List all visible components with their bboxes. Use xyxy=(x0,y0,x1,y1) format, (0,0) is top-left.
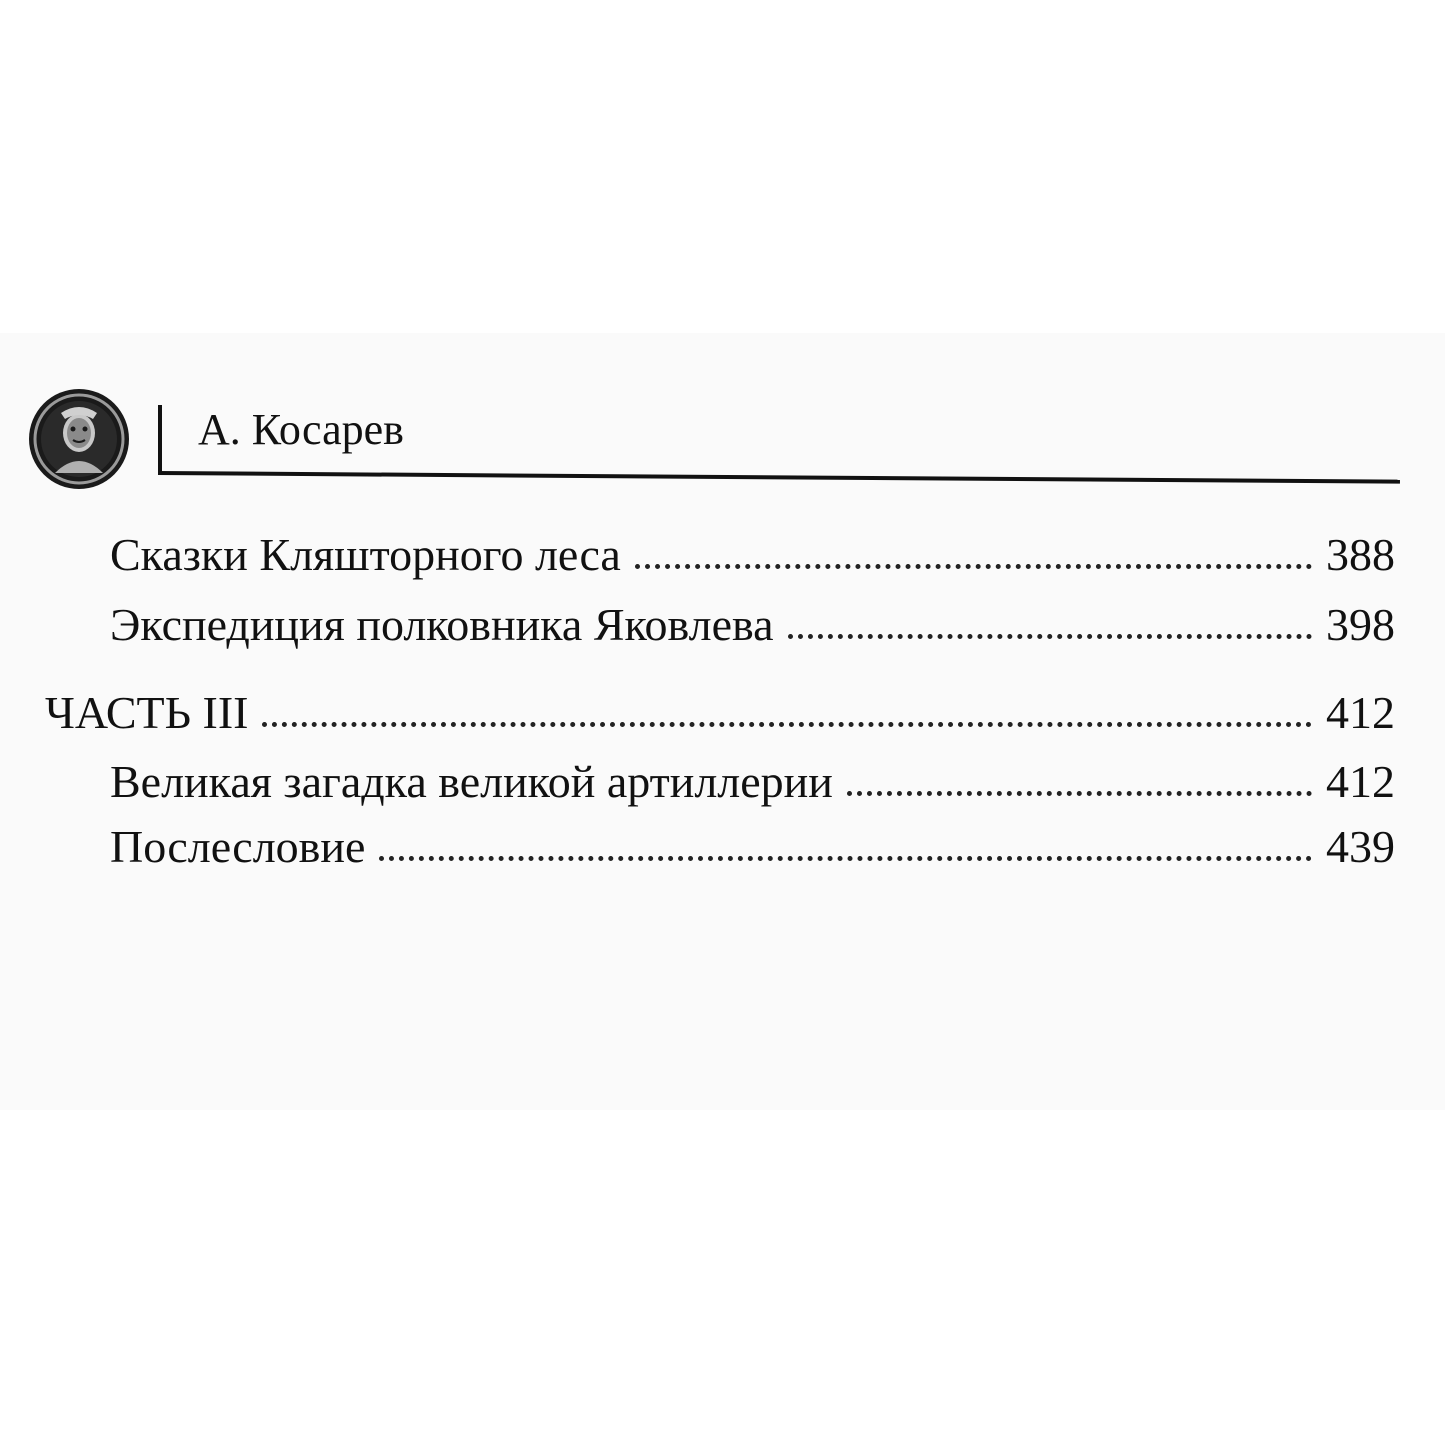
toc-dot-leader xyxy=(847,791,1312,796)
toc-entry-page: 388 xyxy=(1326,529,1395,580)
toc-dot-leader xyxy=(635,564,1312,569)
toc-entry-title: ЧАСТЬ III xyxy=(45,687,249,738)
toc-dot-leader xyxy=(788,634,1312,639)
toc-entry-title: Экспедиция полковника Яковлева xyxy=(110,599,774,650)
toc-entry-title: Послесловие xyxy=(110,821,366,872)
running-header-author: А. Косарев xyxy=(198,405,404,454)
toc-entry-title: Великая загадка великой артиллерии xyxy=(110,756,833,807)
toc-entry-title: Сказки Кляшторного леса xyxy=(110,529,621,580)
toc-entry-page: 412 xyxy=(1326,756,1395,807)
toc-entry-page: 398 xyxy=(1326,599,1395,650)
toc-dot-leader xyxy=(379,856,1312,861)
toc-entry xyxy=(110,526,1395,578)
toc-entry xyxy=(110,753,1395,805)
toc-entry-page: 439 xyxy=(1326,821,1395,872)
toc-entry xyxy=(110,818,1395,870)
toc-entry-page: 412 xyxy=(1326,687,1395,738)
toc-dot-leader xyxy=(262,722,1312,727)
toc-entry xyxy=(110,596,1395,648)
header-vertical-bar xyxy=(158,405,162,473)
toc-part-heading xyxy=(45,684,1395,736)
medallion-portrait-icon xyxy=(27,387,131,491)
